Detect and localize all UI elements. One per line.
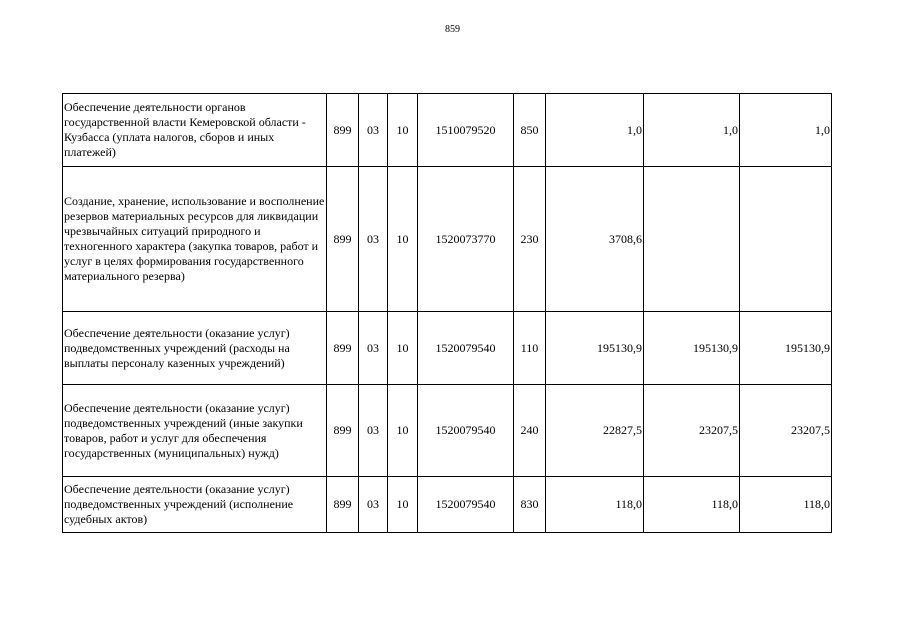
expense-type-code: 830 xyxy=(514,477,546,533)
expense-type-code: 230 xyxy=(514,167,546,312)
amount-year-1: 3708,6 xyxy=(546,167,644,312)
amount-year-2: 1,0 xyxy=(644,94,740,167)
amount-year-2: 118,0 xyxy=(644,477,740,533)
section-code: 03 xyxy=(359,167,388,312)
amount-year-1: 22827,5 xyxy=(546,385,644,477)
table-row xyxy=(63,477,832,533)
expense-type-code: 850 xyxy=(514,94,546,167)
ministry-code: 899 xyxy=(327,385,359,477)
target-article-code: 1510079520 xyxy=(418,94,514,167)
amount-year-1: 1,0 xyxy=(546,94,644,167)
row-description: Обеспечение деятельности (оказание услуг) подведомственных учреждений (иные закупки товаров, работ и услуг для обеспечения государственных (муниципальных) нужд) xyxy=(63,385,327,477)
row-description: Обеспечение деятельности органов государственной власти Кемеровской области - Кузбасса (уплата налогов, сборов и иных платежей) xyxy=(63,94,327,167)
section-code: 03 xyxy=(359,94,388,167)
target-article-code: 1520079540 xyxy=(418,477,514,533)
section-code: 03 xyxy=(359,312,388,385)
amount-year-1: 195130,9 xyxy=(546,312,644,385)
target-article-code: 1520079540 xyxy=(418,385,514,477)
table-row xyxy=(63,312,832,385)
ministry-code: 899 xyxy=(327,312,359,385)
subsection-code: 10 xyxy=(388,477,418,533)
section-code: 03 xyxy=(359,477,388,533)
amount-year-3: 1,0 xyxy=(740,94,832,167)
table-row xyxy=(63,385,832,477)
expense-type-code: 110 xyxy=(514,312,546,385)
row-description: Обеспечение деятельности (оказание услуг) подведомственных учреждений (исполнение судебных актов) xyxy=(63,477,327,533)
expense-type-code: 240 xyxy=(514,385,546,477)
section-code: 03 xyxy=(359,385,388,477)
subsection-code: 10 xyxy=(388,385,418,477)
target-article-code: 1520079540 xyxy=(418,312,514,385)
target-article-code: 1520073770 xyxy=(418,167,514,312)
subsection-code: 10 xyxy=(388,167,418,312)
ministry-code: 899 xyxy=(327,477,359,533)
amount-year-1: 118,0 xyxy=(546,477,644,533)
ministry-code: 899 xyxy=(327,167,359,312)
ministry-code: 899 xyxy=(327,94,359,167)
amount-year-3: 195130,9 xyxy=(740,312,832,385)
subsection-code: 10 xyxy=(388,94,418,167)
budget-table xyxy=(62,93,832,533)
amount-year-3 xyxy=(740,167,832,312)
row-description: Обеспечение деятельности (оказание услуг) подведомственных учреждений (расходы на выплаты персоналу казенных учреждений) xyxy=(63,312,327,385)
amount-year-2: 195130,9 xyxy=(644,312,740,385)
amount-year-2: 23207,5 xyxy=(644,385,740,477)
amount-year-3: 118,0 xyxy=(740,477,832,533)
amount-year-2 xyxy=(644,167,740,312)
table-row xyxy=(63,167,832,312)
table-row xyxy=(63,94,832,167)
amount-year-3: 23207,5 xyxy=(740,385,832,477)
subsection-code: 10 xyxy=(388,312,418,385)
page-number: 859 xyxy=(445,24,460,35)
row-description: Создание, хранение, использование и восполнение резервов материальных ресурсов для ликвидации чрезвычайных ситуаций природного и техногенного характера (закупка товаров, работ и услуг в целях формирования государственного материального резерва) xyxy=(63,167,327,312)
